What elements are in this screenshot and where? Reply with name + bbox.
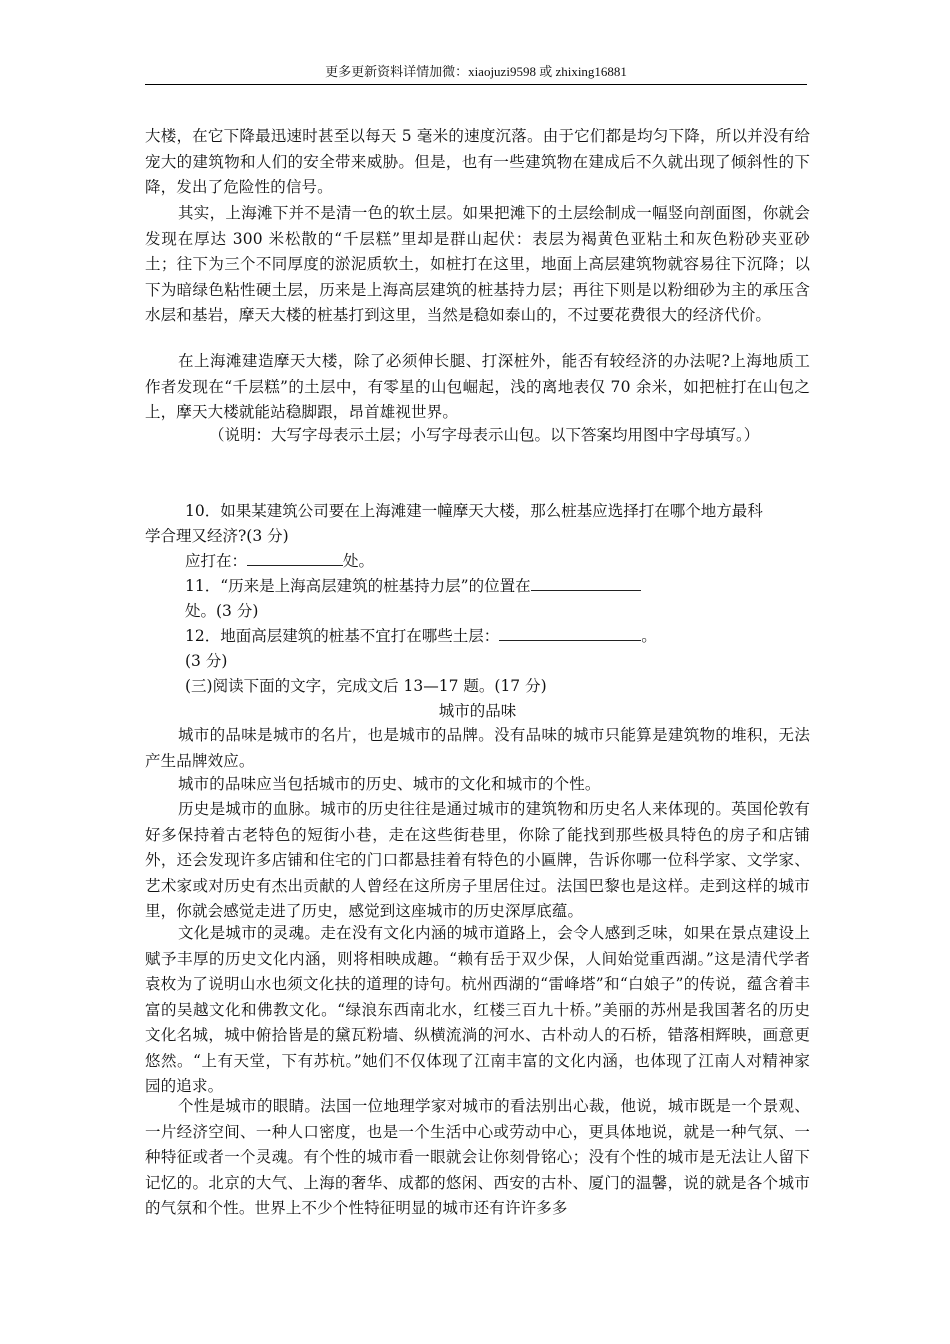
q12-suffix: 。 [641,627,657,645]
q10-answer-blank[interactable] [247,549,343,566]
header-divider [145,84,807,85]
article-paragraph-3: 历史是城市的血脉。城市的历史往往是通过城市的建筑物和历史名人来体现的。英国伦敦有好多保持着古老特色的短街小巷，走在这些街巷里，你除了能找到那些极具特色的房子和店铺外，还会发现许多店铺和住宅的门口都悬挂着有特色的小匾牌，告诉你哪一位科学家、文学家、艺术家或对历史有杰出贡献的人曾经在这所房子里居住过。法国巴黎也是这样。走到这样的城市里，你就会感觉走进了历史，感觉到这座城市的历史深厚底蕴。 [145,800,810,920]
q11-answer-blank[interactable] [531,574,641,591]
article-paragraph-2: 城市的品味应当包括城市的历史、城市的文化和城市的个性。 [178,775,601,793]
passage-paragraph-3: 在上海滩建造摩天大楼，除了必须伸长腿、打深桩外，能否有较经济的办法呢?上海地质工作者发现在“千层糕”的土层中，有零星的山包崛起，浅的离地表仅 70 余米，如把桩打在山包之上，摩天大楼就能站稳脚跟，昂首雄视世界。 [145,352,810,421]
q11-text: 11．“历来是上海高层建筑的桩基持力层”的位置在 [185,577,531,595]
section-3-instruction: (三)阅读下面的文字，完成文后 13—17 题。(17 分) [185,677,547,695]
passage-paragraph-2: 其实，上海滩下并不是清一色的软土层。如果把滩下的土层绘制成一幅竖向剖面图，你就会发现在厚达 300 米松散的“千层糕”里却是群山起伏：表层为褐黄色亚粘土和灰色粉砂夹亚砂土；往下为三个不同厚度的淤泥质软土，如桩打在这里，地面上高层建筑物就容易往下沉降；以下为暗绿色粘性硬土层，历来是上海高层建筑的桩基持力层；再往下则是以粉细砂为主的承压含水层和基岩，摩天大楼的桩基打到这里，当然是稳如泰山的，不过要花费很大的经济代价。 [145,204,810,324]
question-10-line-2: 学合理又经济?(3 分) [145,527,289,545]
q12-answer-blank[interactable] [499,624,641,641]
q10-answer-suffix: 处。 [343,552,375,570]
page-header: 更多更新资料详情加微：xiaojuzi9598 或 zhixing16881 [325,64,627,79]
article-paragraph-5: 个性是城市的眼睛。法国一位地理学家对城市的看法别出心裁，他说，城市既是一个景观、一片经济空间、一种人口密度，也是一个生活中心或劳动中心，更具体地说，就是一种气氛、一种特征或者一个灵魂。有个性的城市看一眼就会让你刻骨铭心；没有个性的城市是无法让人留下记忆的。北京的大气、上海的奢华、成都的悠闲、西安的古朴、厦门的温馨，说的就是各个城市的气氛和个性。世界上不少个性特征明显的城市还有许许多多 [145,1097,810,1217]
question-12-line-1 [185,624,657,650]
passage-paragraph-1: 大楼，在它下降最迅速时甚至以每天 5 毫米的速度沉落。由于它们都是均匀下降，所以并没有给宠大的建筑物和人们的安全带来威胁。但是，也有一些建筑物在建成后不久就出现了倾斜性的下降，发出了危险性的信号。 [145,127,810,196]
q10-answer-prefix: 应打在： [185,552,248,570]
answer-note: （说明：大写字母表示土层；小写字母表示山包。以下答案均用图中字母填写。） [209,426,760,444]
article-title: 城市的品味 [438,702,517,720]
question-12-line-2: (3 分) [185,652,228,670]
question-10-answer [185,549,374,575]
article-paragraph-4: 文化是城市的灵魂。走在没有文化内涵的城市道路上，会令人感到乏味，如果在景点建设上赋予丰厚的历史文化内涵，则将相映成趣。“赖有岳于双少保，人间始觉重西湖。”这是清代学者袁枚为了说明山水也须文化扶的道理的诗句。杭州西湖的“雷峰塔”和“白娘子”的传说，蕴含着丰富的吴越文化和佛教文化。“绿浪东西南北水，红楼三百九十桥。”美丽的苏州是我国著名的历史文化名城，城中俯拾皆是的黛瓦粉墙、纵横流淌的河水、古朴动人的石桥，错落相辉映，画意更悠然。“上有天堂，下有苏杭。”她们不仅体现了江南丰富的文化内涵，也体现了江南人对精神家园的追求。 [145,924,810,1095]
article-paragraph-1: 城市的品味是城市的名片，也是城市的品牌。没有品味的城市只能算是建筑物的堆积，无法产生品牌效应。 [145,726,810,770]
question-11-line-2: 处。(3 分) [185,602,259,620]
question-11-line-1 [185,574,641,600]
question-10-line-1: 10．如果某建筑公司要在上海滩建一幢摩天大楼，那么桩基应选择打在哪个地方最科 [185,502,763,520]
q12-text: 12．地面高层建筑的桩基不宜打在哪些土层： [185,627,500,645]
